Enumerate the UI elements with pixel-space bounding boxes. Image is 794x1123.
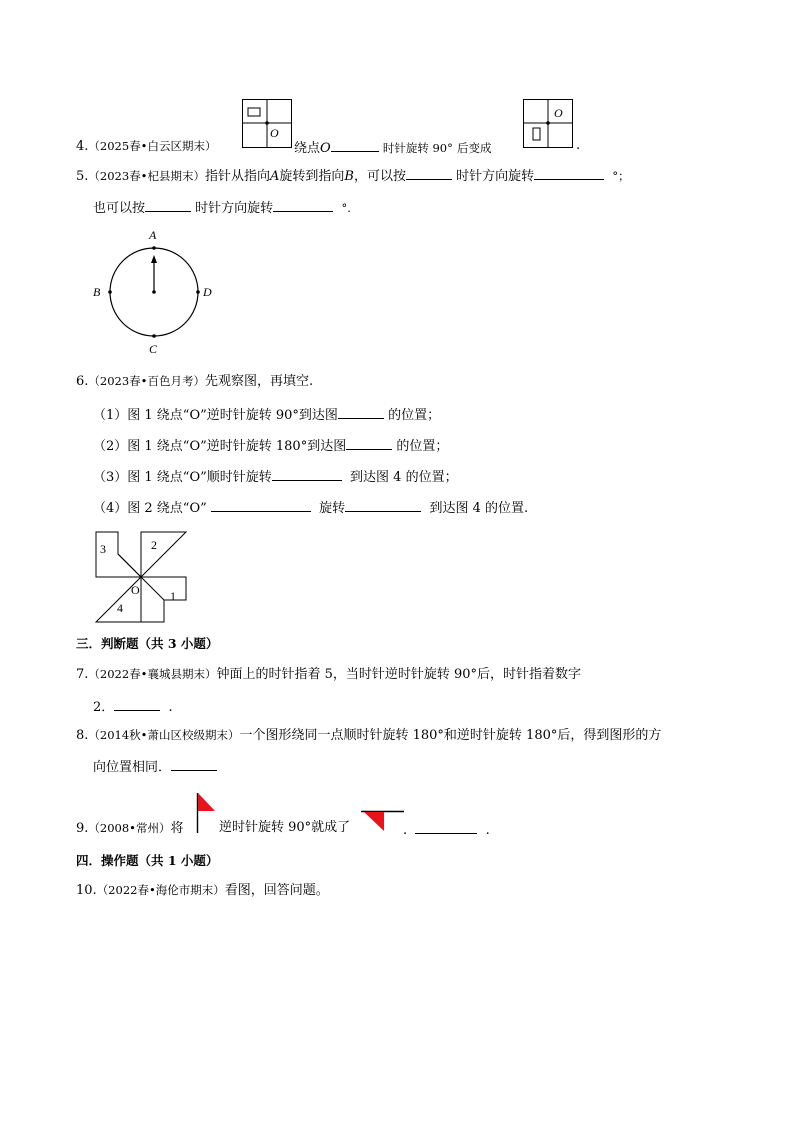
q5-answer-blank-3[interactable] (145, 198, 191, 212)
q9-mid: 逆时针旋转 90°就成了 (219, 820, 351, 835)
question-number: 10. (76, 883, 97, 898)
section-4-title: 四．操作题（共 1 小题） (76, 853, 219, 868)
flag-red-triangle-rotated (364, 812, 384, 831)
question-source: （2023春•百色月考） (88, 374, 205, 388)
label-c: C (149, 342, 158, 356)
q5-text-a: 指针从指向 (204, 169, 270, 184)
q5-line2-b: 时针方向旋转 (195, 201, 274, 216)
q9-end: . (485, 823, 490, 838)
q7-line2-end: . (168, 700, 173, 715)
question-number: 4. (76, 139, 89, 154)
q5-text-c: ，可以按 (353, 169, 406, 184)
q9-upright-flag-icon (196, 792, 218, 834)
center-o-label: O (131, 583, 140, 597)
q4-grid-figure-before (242, 99, 292, 148)
q9-post: . (403, 823, 408, 838)
question-4 (76, 138, 216, 155)
q9-rotated-flag-icon (360, 810, 406, 834)
figure-3-label: 3 (100, 542, 106, 556)
q6-answer-blank-5[interactable] (345, 498, 421, 512)
q6-item-4 (93, 498, 528, 517)
q5-answer-blank-4[interactable] (273, 198, 333, 212)
question-source: （2023春•杞县期末） (88, 169, 205, 183)
q8-line-2 (93, 757, 217, 776)
question-source: （2025春•白云区期末） (88, 139, 217, 153)
q9-answer-row (403, 820, 490, 839)
section-3-title: 三．判断题（共 3 小题） (76, 636, 219, 651)
q4-end: . (576, 138, 581, 153)
q5-answer-blank-2[interactable] (534, 166, 604, 180)
q6-item-1-pre: （1）图 1 绕点“O”逆时针旋转 90°到达图 (93, 408, 338, 423)
q6-answer-blank-3[interactable] (272, 467, 342, 481)
question-5 (76, 166, 630, 185)
q5-line-2 (93, 198, 351, 217)
question-9 (76, 820, 183, 837)
q7-line-2 (93, 697, 173, 716)
q6-instruction: 先观察图，再填空. (204, 374, 314, 389)
figure-4-label: 4 (117, 601, 123, 615)
figure-2-label: 2 (151, 538, 157, 552)
question-6 (76, 373, 313, 390)
label-b: B (93, 285, 101, 299)
figure-2-shape (141, 532, 186, 577)
question-source: （2022春•海伦市期末） (96, 883, 225, 897)
question-source: （2014秋•萧山区校级期末） (88, 728, 240, 742)
q9-pre: 将 (170, 821, 184, 836)
q5-line2-end: °. (341, 201, 351, 215)
question-number: 6. (76, 374, 89, 389)
q6-answer-blank-2[interactable] (346, 436, 392, 450)
q5-clock-circle-figure (92, 226, 222, 356)
label-a: A (149, 228, 157, 242)
q9-answer-blank[interactable] (415, 820, 477, 834)
q6-item-3-pre: （3）图 1 绕点“O”顺时针旋转 (93, 470, 272, 485)
flag-red-triangle (198, 793, 215, 811)
question-source: （2008•常州） (88, 821, 171, 835)
q7-line2-num: 2． (93, 700, 115, 715)
q5-point-a: A (269, 169, 280, 184)
q8-line2: 向位置相同． (93, 760, 172, 775)
q5-deg-end: °； (612, 169, 630, 183)
q6-item-4-mid: 旋转 (319, 501, 346, 516)
q6-item-4-pre: （4）图 2 绕点“O” (93, 501, 207, 516)
q4-point: O (320, 141, 331, 156)
q6-item-2 (93, 436, 448, 455)
q8-answer-blank[interactable] (171, 757, 217, 771)
question-number: 9. (76, 821, 89, 836)
question-7 (76, 666, 581, 683)
question-source: （2022春•襄城县期末） (88, 667, 217, 681)
q6-answer-blank-4[interactable] (211, 498, 311, 512)
q5-line2-a: 也可以按 (93, 201, 146, 216)
q6-pinwheel-figure (96, 532, 188, 624)
question-number: 7. (76, 667, 89, 682)
q4-answer-blank-1[interactable] (331, 138, 379, 152)
question-number: 8. (76, 728, 89, 743)
q4-after-text: 后变成 (457, 141, 492, 155)
q4-grid-figure-after (523, 99, 573, 148)
q5-answer-blank-1[interactable] (406, 166, 452, 180)
q6-item-3-post: 到达图 4 的位置； (350, 470, 458, 485)
q5-text-b: 旋转到指向 (279, 169, 345, 184)
q6-answer-blank-1[interactable] (338, 405, 384, 419)
figure-1-label: 1 (170, 589, 176, 603)
q7-text: 钟面上的时针指着 5，当时针逆时针旋转 90°后，时针指着数字 (216, 667, 582, 682)
q5-text-d: 时针方向旋转 (456, 169, 535, 184)
q6-item-1 (93, 405, 440, 424)
q6-item-1-post: 的位置； (388, 408, 441, 423)
q6-item-3 (93, 467, 458, 486)
q4-mid-text: 时针旋转 90° (382, 141, 453, 155)
question-number: 5. (76, 169, 89, 184)
q8-text: 一个图形绕同一点顺时针旋转 180°和逆时针旋转 180°后，得到图形的方 (239, 728, 662, 743)
q4-around: 绕点 (294, 141, 321, 156)
q4-rotation-text (294, 138, 492, 157)
q6-item-2-post: 的位置； (396, 439, 449, 454)
q4-figure-label: O (270, 126, 279, 140)
label-d: D (203, 285, 212, 299)
q4-figure-label-after: O (554, 106, 563, 120)
q5-point-b: B (344, 169, 354, 184)
q7-answer-blank[interactable] (114, 697, 160, 711)
pointer-arrow-icon (151, 255, 157, 263)
question-8 (76, 727, 661, 744)
question-10 (76, 882, 329, 899)
q10-text: 看图，回答问题。 (224, 883, 329, 898)
q6-item-2-pre: （2）图 1 绕点“O”逆时针旋转 180°到达图 (93, 439, 347, 454)
q6-item-4-post: 到达图 4 的位置. (429, 501, 529, 516)
